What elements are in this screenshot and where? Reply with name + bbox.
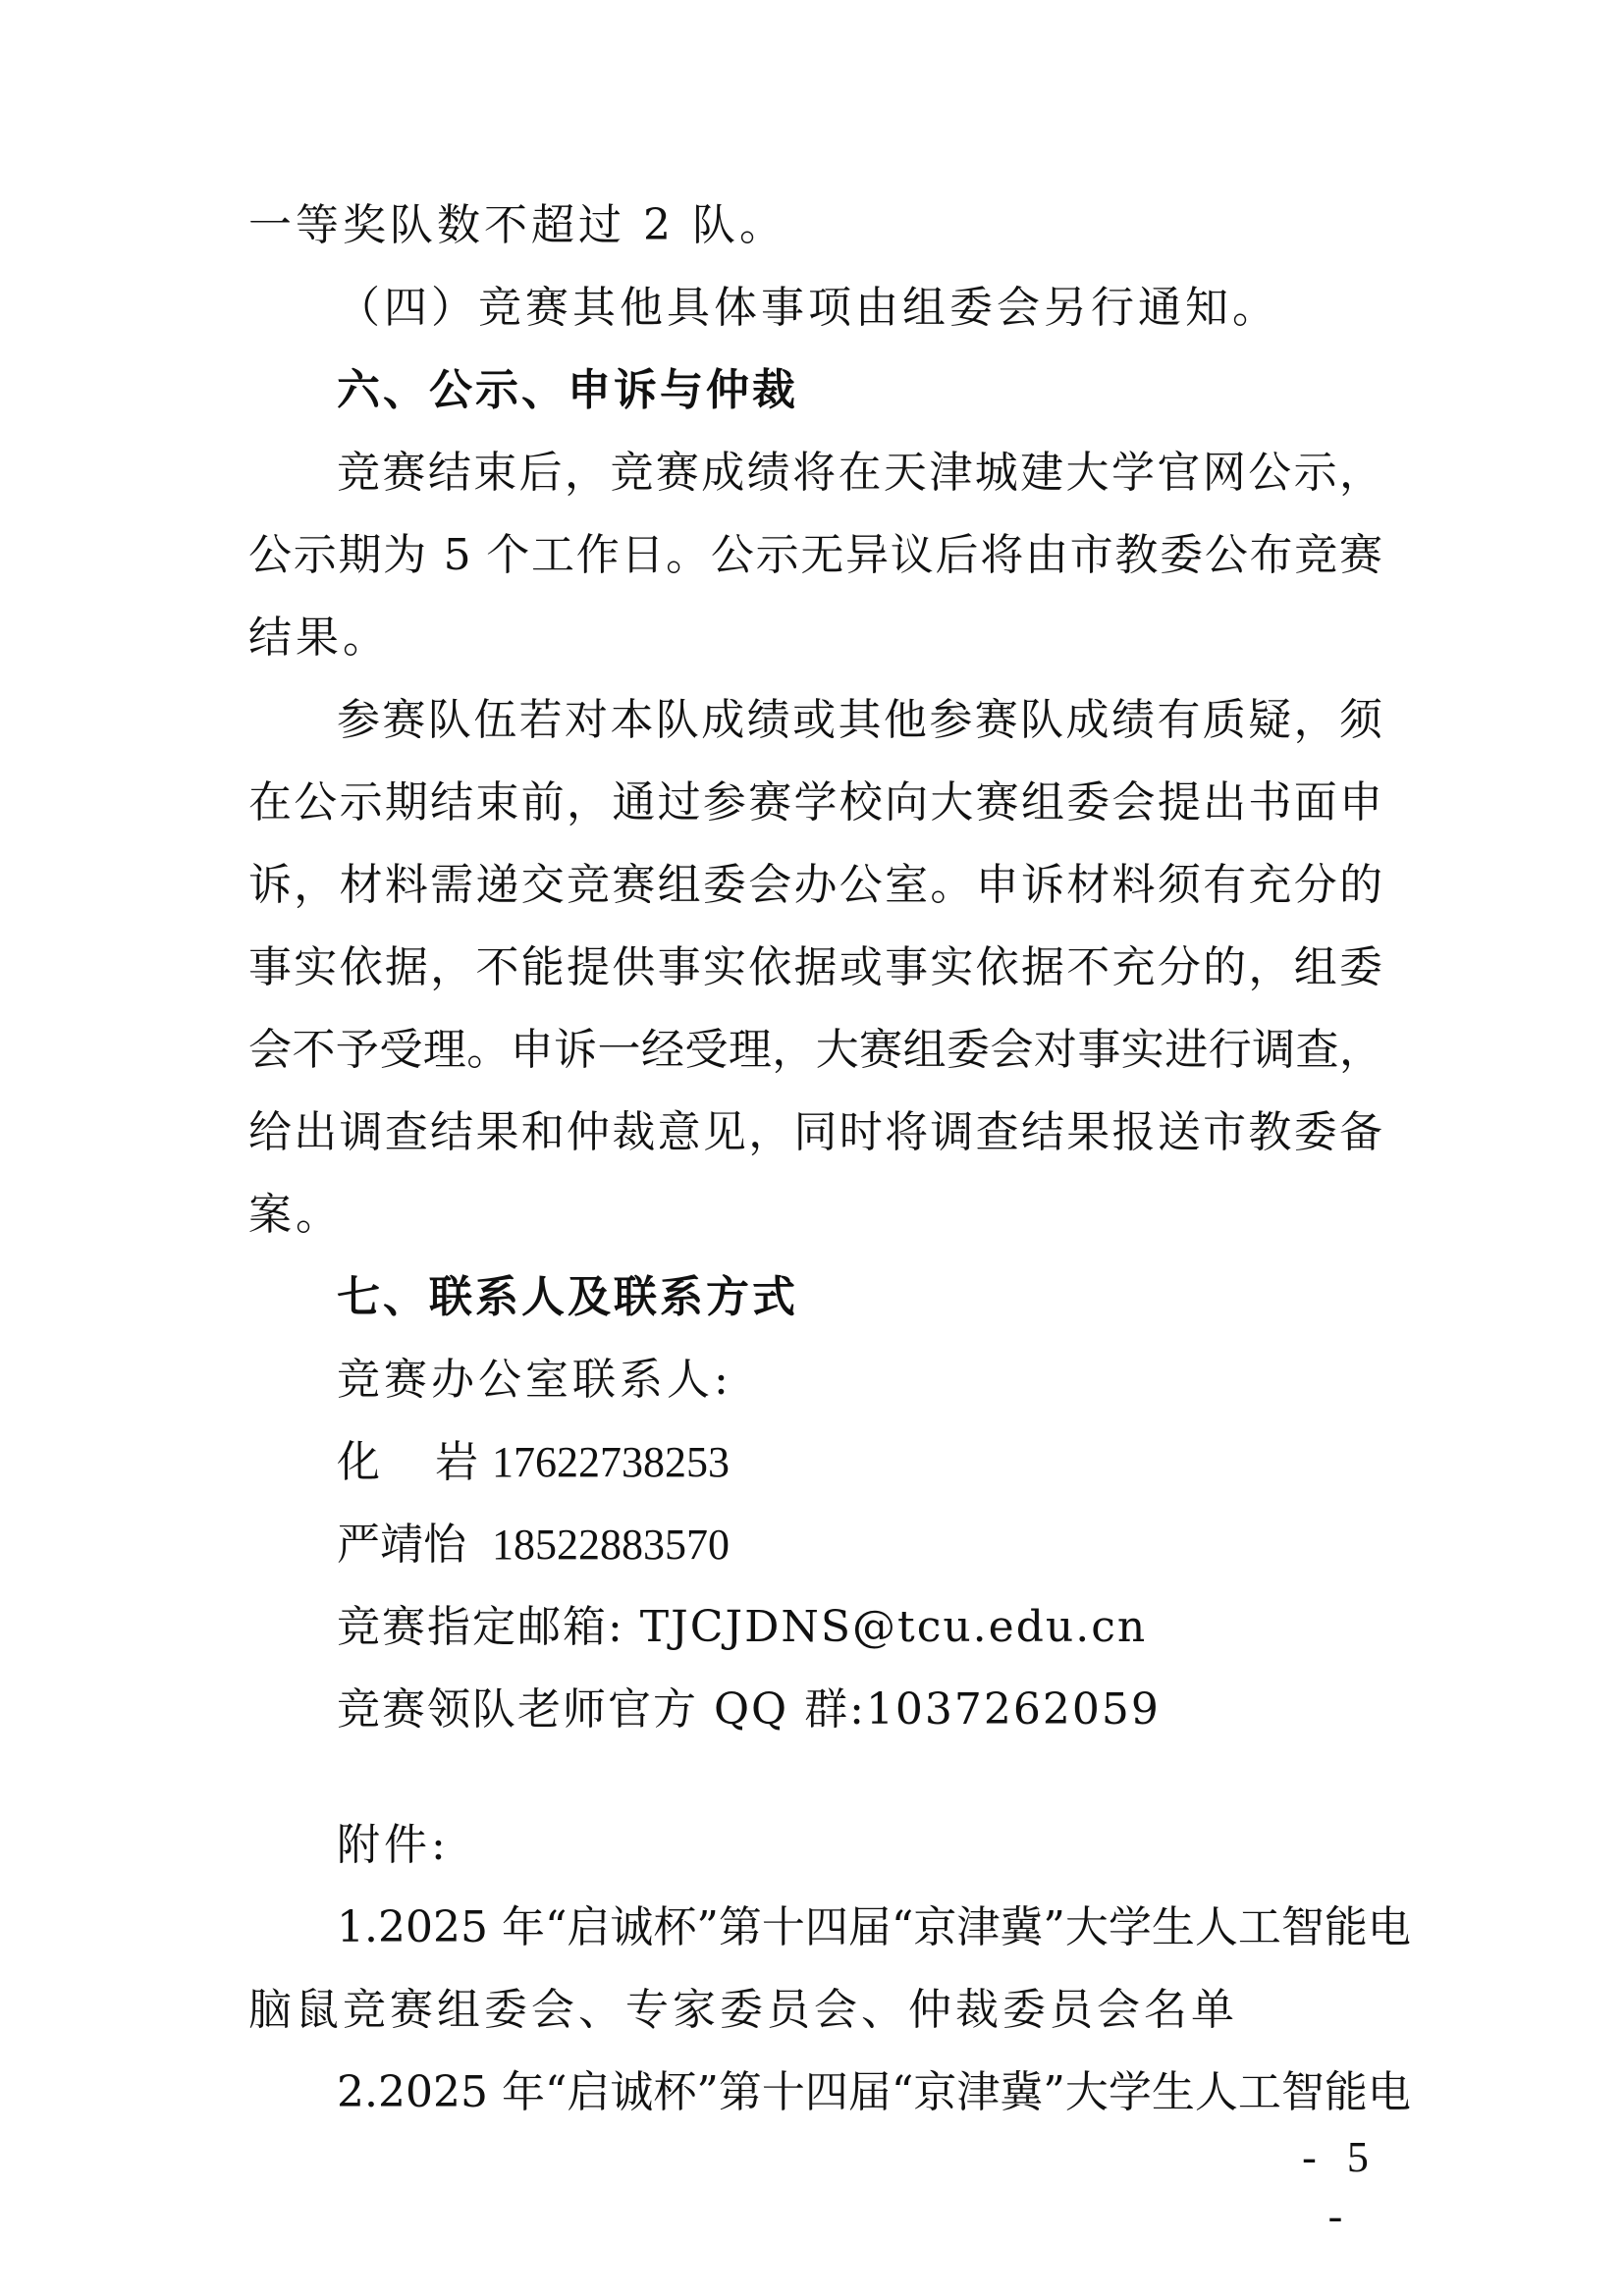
text-line: 公示期为 5 个工作日。公示无异议后将由市教委公布竞赛 bbox=[248, 530, 1382, 580]
text-line: 事实依据，不能提供事实依据或事实依据不充分的，组委 bbox=[248, 942, 1382, 992]
text-line: 会不予受理。申诉一经受理，大赛组委会对事实进行调查， bbox=[248, 1025, 1382, 1075]
contact-intro: 竞赛办公室联系人: bbox=[337, 1355, 732, 1405]
text-line: 在公示期结束前，通过参赛学校向大赛组委会提出书面申 bbox=[248, 777, 1382, 828]
text-line: （四）竞赛其他具体事项由组委会另行通知。 bbox=[337, 283, 1279, 333]
text-line: 结果。 bbox=[248, 613, 390, 663]
contact-phone: 18522883570 bbox=[492, 1521, 730, 1569]
text-line: 案。 bbox=[248, 1190, 343, 1240]
text-line: 竞赛结束后，竞赛成绩将在天津城建大学官网公示， bbox=[337, 448, 1382, 498]
attachment-item-continued: 脑鼠竞赛组委会、专家委员会、仲裁委员会名单 bbox=[248, 1985, 1238, 2035]
attachment-item: 1.2025 年“启诚杯”第十四届“京津冀”大学生人工智能电 bbox=[337, 1902, 1411, 1952]
contact-email: 竞赛指定邮箱: TJCJDNS@tcu.edu.cn bbox=[337, 1602, 1148, 1652]
attachment-item: 2.2025 年“启诚杯”第十四届“京津冀”大学生人工智能电 bbox=[337, 2067, 1411, 2117]
contact-name: 严靖怡 bbox=[337, 1520, 466, 1570]
section-heading-6: 六、公示、申诉与仲裁 bbox=[337, 365, 798, 415]
section-heading-7: 七、联系人及联系方式 bbox=[337, 1272, 798, 1322]
attachments-label: 附件: bbox=[337, 1820, 450, 1870]
text-line: 给出调查结果和仲裁意见，同时将调查结果报送市教委备 bbox=[248, 1107, 1382, 1157]
page-number: - 5 - bbox=[1302, 2133, 1379, 2240]
contact-phone: 17622738253 bbox=[492, 1438, 730, 1486]
contact-row bbox=[337, 1516, 1382, 1575]
text-line: 一等奖队数不超过 2 队。 bbox=[248, 200, 786, 250]
contact-name: 化岩 bbox=[337, 1437, 533, 1487]
text-line: 参赛队伍若对本队成绩或其他参赛队成绩有质疑，须 bbox=[337, 695, 1382, 745]
text-line: 诉，材料需递交竞赛组委会办公室。申诉材料须有充分的 bbox=[248, 860, 1382, 910]
contact-row bbox=[337, 1433, 1382, 1492]
contact-qq-group: 竞赛领队老师官方 QQ 群:1037262059 bbox=[337, 1684, 1161, 1735]
